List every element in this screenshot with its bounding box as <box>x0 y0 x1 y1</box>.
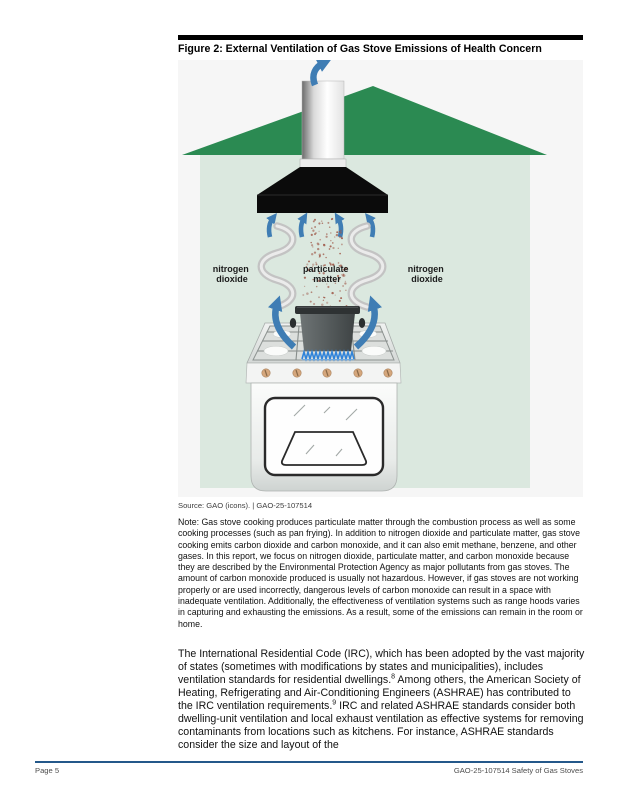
figure-title: Figure 2: External Ventilation of Gas Stove Emissions of Health Concern <box>178 43 542 55</box>
footer-doc-id: GAO-25-107514 Safety of Gas Stoves <box>453 766 583 775</box>
footnote-ref-8: 8 <box>391 673 396 681</box>
body-segment: IRC and related ASHRAE standards consider both dwelling-unit ventilation and local exhaust ventilation as effective systems for removing contaminants from locations such as kitchens. For instance, ASHRAE standards consider the size and layout of the <box>178 700 584 751</box>
chimney-vent <box>300 81 346 168</box>
note-text: Note: Gas stove cooking produces particulate matter through the combustion process as well as some cooking processes (such as pan frying). In addition to nitrogen dioxide and particulate matter, gas stove cooking emits carbon dioxide and carbon monoxide, and it can also emit methane, benzene, and other gases. In this report, we focus on nitrogen dioxide, particulate matter, and carbon monoxide because they are described by the Environmental Protection Agency as major pollutants from gas stoves. The amount of carbon monoxide produced is usually not hazardous. However, if gas stoves are not working properly or are used incorrectly, dangerous levels of carbon monoxide can result in a space with inadequate ventilation. Additionally, the effectiveness of ventilation systems such as range hoods varies in capturing and exhausting the emissions. As a result, some of the emissions can remain in the room or home. <box>178 517 583 629</box>
particulate-matter-label: particulate matter <box>302 264 349 284</box>
source-caption: Source: GAO (icons). | GAO-25-107514 <box>178 501 313 510</box>
ventilation-illustration <box>178 60 583 497</box>
nitrogen-dioxide-label-right: nitrogen dioxide <box>407 264 444 284</box>
body-segment: The International Residential Code (IRC), which has been adopted by the vast majority of states (sometimes with modifications by states and municipalities), includes ventilation standards for residential dwellings. <box>178 648 585 686</box>
page-number: Page 5 <box>35 766 60 775</box>
body-segment: Among others, the American Society of Heating, Refrigerating and Air-Conditioning Engineers (ASHRAE) has contributed to the IRC ventilation requirements. <box>178 674 581 712</box>
body-paragraph <box>178 648 586 752</box>
house-stove-diagram <box>178 60 583 497</box>
footnote-ref-9: 9 <box>332 699 337 707</box>
footer-divider <box>35 761 583 763</box>
nitrogen-dioxide-label-left: nitrogen dioxide <box>212 264 249 284</box>
figure-title-bar <box>178 35 583 40</box>
